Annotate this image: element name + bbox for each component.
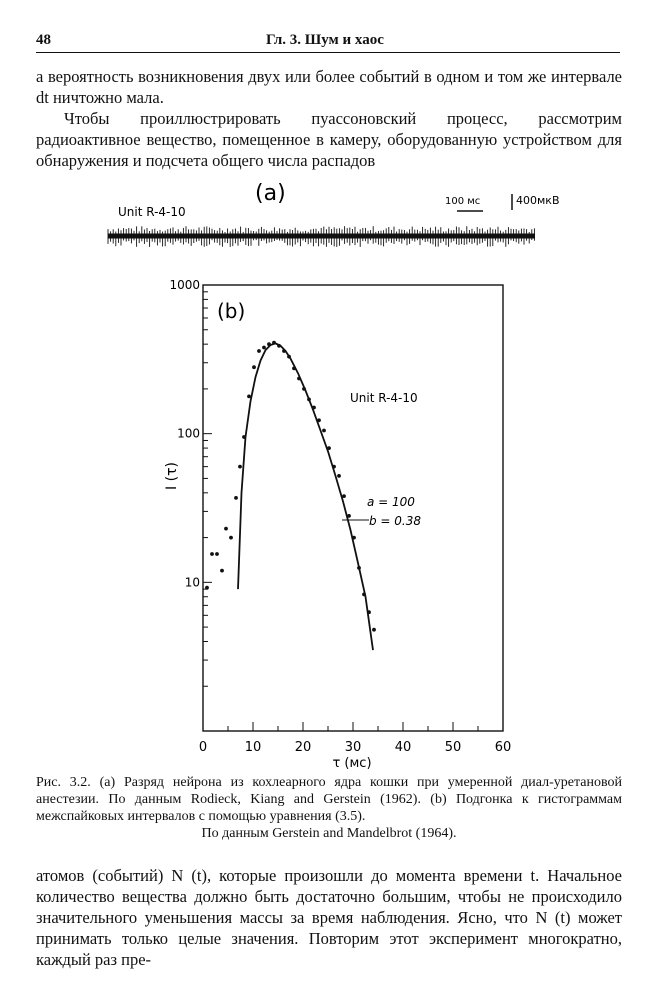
data-point — [210, 552, 214, 556]
paragraph-1: а вероятность возникновения двух или более событий в одном и том же интервале dt ничтожно мала. — [36, 67, 622, 107]
data-point — [282, 349, 286, 353]
caption-source: По данным Gerstein and Mandelbrot (1964). — [201, 826, 457, 841]
data-point — [337, 474, 341, 478]
unit-label-b: Unit R-4-10 — [350, 391, 418, 405]
data-point — [322, 429, 326, 433]
data-point — [257, 349, 261, 353]
data-point — [238, 465, 242, 469]
unit-label-a: Unit R-4-10 — [118, 205, 186, 219]
plot-frame — [203, 285, 503, 731]
x-tick-label: 30 — [344, 740, 362, 755]
figure-caption — [36, 774, 622, 842]
x-tick-labels — [199, 740, 511, 755]
data-point — [247, 395, 251, 399]
data-point — [312, 406, 316, 410]
running-head: Гл. 3. Шум и хаос — [266, 32, 384, 48]
caption-text: Рис. 3.2. (а) Разряд нейрона из кохлеарного ядра кошки при умеренной диал-уретановой анестезии. По данным Rodieck, Kiang and Gerstein (1962). (b) Подгонка к гистограммам межспайковых интервалов с помощью уравнения (3.5). — [36, 775, 622, 824]
x-tick-label: 20 — [294, 740, 312, 755]
y-tick-label: 1000 — [169, 278, 200, 292]
data-point — [332, 465, 336, 469]
x-axis-label: τ (мс) — [332, 756, 372, 771]
panel-b — [164, 278, 511, 771]
panel-a — [108, 181, 559, 247]
data-point — [347, 514, 351, 518]
data-point — [215, 552, 219, 556]
x-tick-label: 10 — [244, 740, 262, 755]
data-point — [220, 569, 224, 573]
figure-3-2 — [80, 176, 560, 771]
page-header — [36, 30, 620, 53]
data-point — [307, 398, 311, 402]
data-point — [297, 377, 301, 381]
spike-trace — [108, 226, 535, 247]
data-point — [372, 628, 376, 632]
data-point — [357, 566, 361, 570]
x-tick-label: 0 — [198, 740, 208, 755]
data-point — [272, 341, 276, 345]
panel-a-label: (a) — [255, 181, 286, 206]
data-point — [229, 536, 233, 540]
data-point — [262, 346, 266, 350]
voltage-scale-label: 400мкВ — [516, 194, 560, 207]
data-point — [277, 344, 281, 348]
y-tick-labels — [169, 278, 200, 589]
data-point — [327, 446, 331, 450]
data-point — [352, 536, 356, 540]
x-tick-label: 60 — [494, 740, 512, 755]
data-point — [267, 342, 271, 346]
param-b-label: b = 0.38 — [369, 514, 422, 528]
data-point — [224, 527, 228, 531]
data-point — [242, 435, 246, 439]
y-axis-label: I (τ) — [164, 462, 180, 490]
x-tick-label: 40 — [394, 740, 412, 755]
y-tick-label: 100 — [177, 426, 200, 441]
x-tick-label: 50 — [444, 740, 462, 755]
data-point — [342, 494, 346, 498]
data-point — [205, 586, 209, 590]
param-a-label: a = 100 — [367, 495, 415, 509]
y-axis-ticks — [203, 292, 212, 686]
data-point — [287, 355, 291, 359]
x-axis-ticks — [203, 722, 503, 731]
paragraph-3: атомов (событий) N (t), которые произошли до момента времени t. Начальное количество вещества должно быть достаточно большим, чтобы не происходило значительного уменьшения массы за время наблюдения. Ясно, что N (t) может принимать только целые значения. Повторим этот эксперимент многократно, каждый раз пре- — [36, 866, 622, 969]
data-point — [367, 610, 371, 614]
y-tick-label: 10 — [184, 575, 200, 590]
paragraph-2: Чтобы проиллюстрировать пуассоновский процесс, рассмотрим радиоактивное вещество, помещенное в камеру, оборудованную устройством для обнаружения и подсчета общего числа распадов — [36, 109, 622, 170]
data-point — [234, 496, 238, 500]
data-point — [252, 365, 256, 369]
data-point — [317, 418, 321, 422]
data-points — [205, 341, 376, 632]
panel-b-label: (b) — [217, 299, 246, 323]
time-scale-label: 100 мс — [445, 196, 481, 207]
data-point — [362, 593, 366, 597]
data-point — [292, 367, 296, 371]
page-number: 48 — [36, 32, 51, 48]
data-point — [302, 387, 306, 391]
